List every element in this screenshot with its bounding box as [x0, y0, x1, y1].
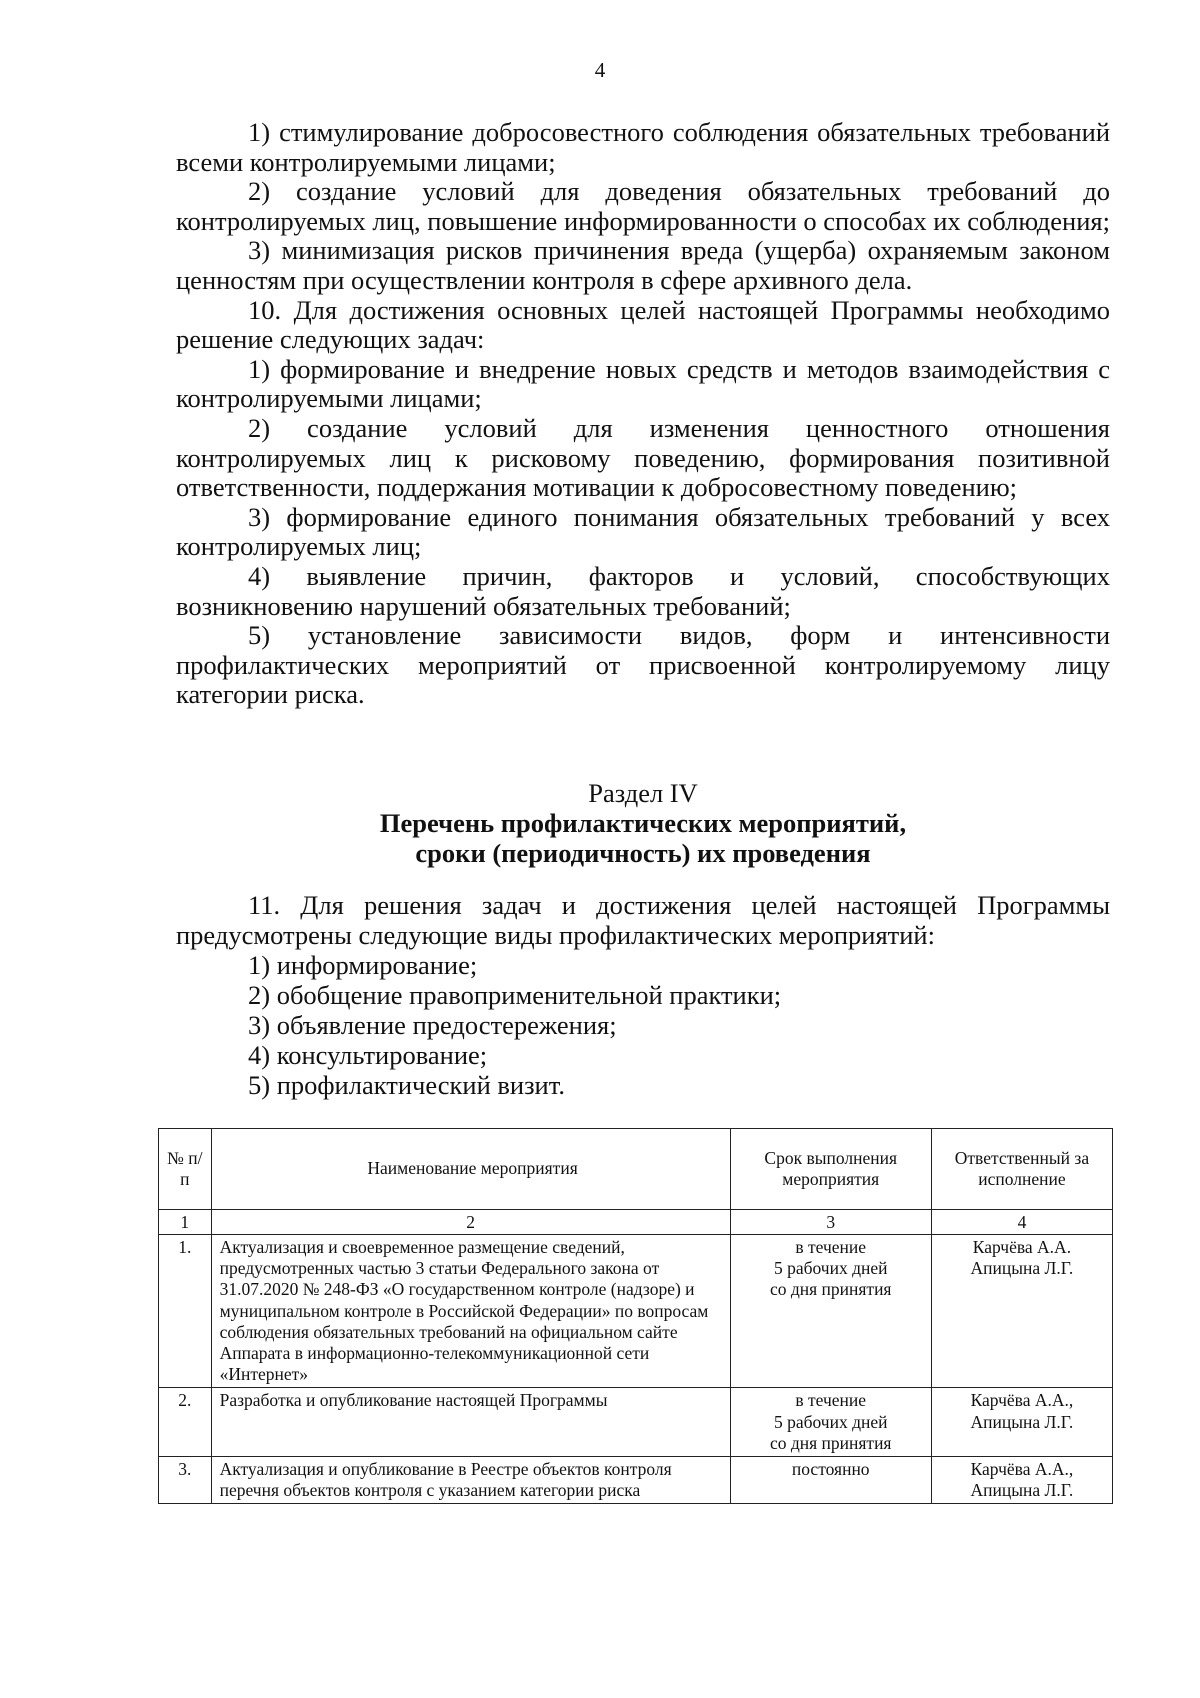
header-term: Срок выполнения мероприятия [730, 1129, 931, 1210]
page-number: 4 [594, 58, 606, 82]
measures-table [158, 1128, 1113, 1504]
goals-and-tasks-text [176, 118, 1110, 710]
term-line: постоянно [791, 1459, 870, 1480]
paragraph: 5) установление зависимости видов, форм и интенсивности профилактических мероприятий от присвоенной контролируемому лицу категории риска. [176, 620, 1110, 710]
measure-types-list [176, 950, 1110, 1100]
term-line: в течение [795, 1237, 867, 1257]
term-line: со дня принятия [769, 1432, 892, 1453]
row-name: Актуализация и опубликование в Реестре объектов контроля перечня объектов контроля с указанием категории риска [211, 1457, 730, 1504]
paragraph: 2) создание условий для изменения ценностного отношения контролируемых лиц к рисковому поведению, формирования позитивной ответственности, поддержания мотивации к добросовестному поведению; [176, 412, 1110, 503]
paragraph: 10. Для достижения основных целей настоящей Программы необходимо решение следующих задач: [176, 294, 1110, 355]
list-item: 2) обобщение правоприменительной практики; [248, 980, 782, 1010]
paragraph: 1) формирование и внедрение новых средств и методов взаимодействия с контролируемыми лицами; [176, 353, 1110, 414]
resp-line: Карчёва А.А., [970, 1390, 1074, 1411]
row-term [730, 1457, 931, 1504]
table-row [159, 1457, 1113, 1504]
paragraph: 4) выявление причин, факторов и условий, способствующих возникновению нарушений обязательных требований; [176, 560, 1110, 621]
table-row [159, 1388, 1113, 1457]
resp-line: Карчёва А.А. [972, 1237, 1072, 1257]
column-number: 4 [931, 1210, 1112, 1235]
row-num: 2. [159, 1388, 212, 1457]
term-line: 5 рабочих дней [773, 1411, 888, 1432]
list-item: 3) объявление предостережения; [248, 1010, 617, 1040]
row-num: 1. [159, 1235, 212, 1388]
resp-line: Апицына Л.Г. [970, 1411, 1074, 1432]
list-item: 5) профилактический визит. [248, 1070, 565, 1100]
section-title-line: Перечень профилактических мероприятий, [379, 808, 907, 838]
paragraph: 3) формирование единого понимания обязательных требований у всех контролируемых лиц; [176, 501, 1110, 562]
term-line: 5 рабочих дней [773, 1258, 888, 1279]
row-name: Разработка и опубликование настоящей Программы [211, 1388, 730, 1457]
section-title-line: сроки (периодичность) их проведения [415, 838, 871, 868]
list-item: 1) информирование; [248, 950, 478, 980]
measure-types-text [176, 890, 1110, 1100]
table-row [159, 1235, 1113, 1388]
row-resp [931, 1457, 1112, 1504]
column-number: 3 [730, 1210, 931, 1235]
header-num: № п/п [159, 1129, 212, 1210]
table-header-row [159, 1129, 1113, 1210]
row-term [730, 1388, 931, 1457]
row-num: 3. [159, 1457, 212, 1504]
row-name: Актуализация и своевременное размещение сведений, предусмотренных частью 3 статьи Федерального закона от 31.07.2020 № 248-ФЗ «О государственном контроле (надзоре) и муниципальном контроле в Российской Федерации» по вопросам соблюдения обязательных требований на официальном сайте Аппарата в информационно-телекоммуникационной сети «Интернет» [211, 1235, 730, 1388]
row-resp [931, 1388, 1112, 1457]
resp-line: Апицына Л.Г. [970, 1480, 1074, 1501]
row-resp [931, 1235, 1112, 1388]
header-name: Наименование мероприятия [211, 1129, 730, 1210]
paragraph: 1) стимулирование добросовестного соблюдения обязательных требований всеми контролируемыми лицами; [176, 117, 1110, 177]
header-resp: Ответственный за исполнение [931, 1129, 1112, 1210]
column-number: 2 [211, 1210, 730, 1235]
row-term [730, 1235, 931, 1388]
term-line: со дня принятия [769, 1279, 892, 1300]
resp-line: Апицына Л.Г. [970, 1258, 1074, 1279]
term-line: в течение [795, 1390, 867, 1411]
resp-line: Карчёва А.А., [970, 1459, 1074, 1480]
column-number: 1 [159, 1210, 212, 1235]
paragraph: 3) минимизация рисков причинения вреда (ущерба) охраняемым законом ценностям при осуществлении контроля в сфере архивного дела. [176, 235, 1110, 295]
paragraph-11: 11. Для решения задач и достижения целей настоящей Программы предусмотрены следующие виды профилактических мероприятий: [176, 890, 1110, 950]
paragraph: 2) создание условий для доведения обязательных требований до контролируемых лиц, повышение информированности о способах их соблюдения; [176, 176, 1110, 236]
column-number-row [159, 1210, 1113, 1235]
section-number: Раздел IV [588, 778, 698, 808]
list-item: 4) консультирование; [248, 1040, 488, 1070]
section-heading-block [176, 778, 1110, 868]
